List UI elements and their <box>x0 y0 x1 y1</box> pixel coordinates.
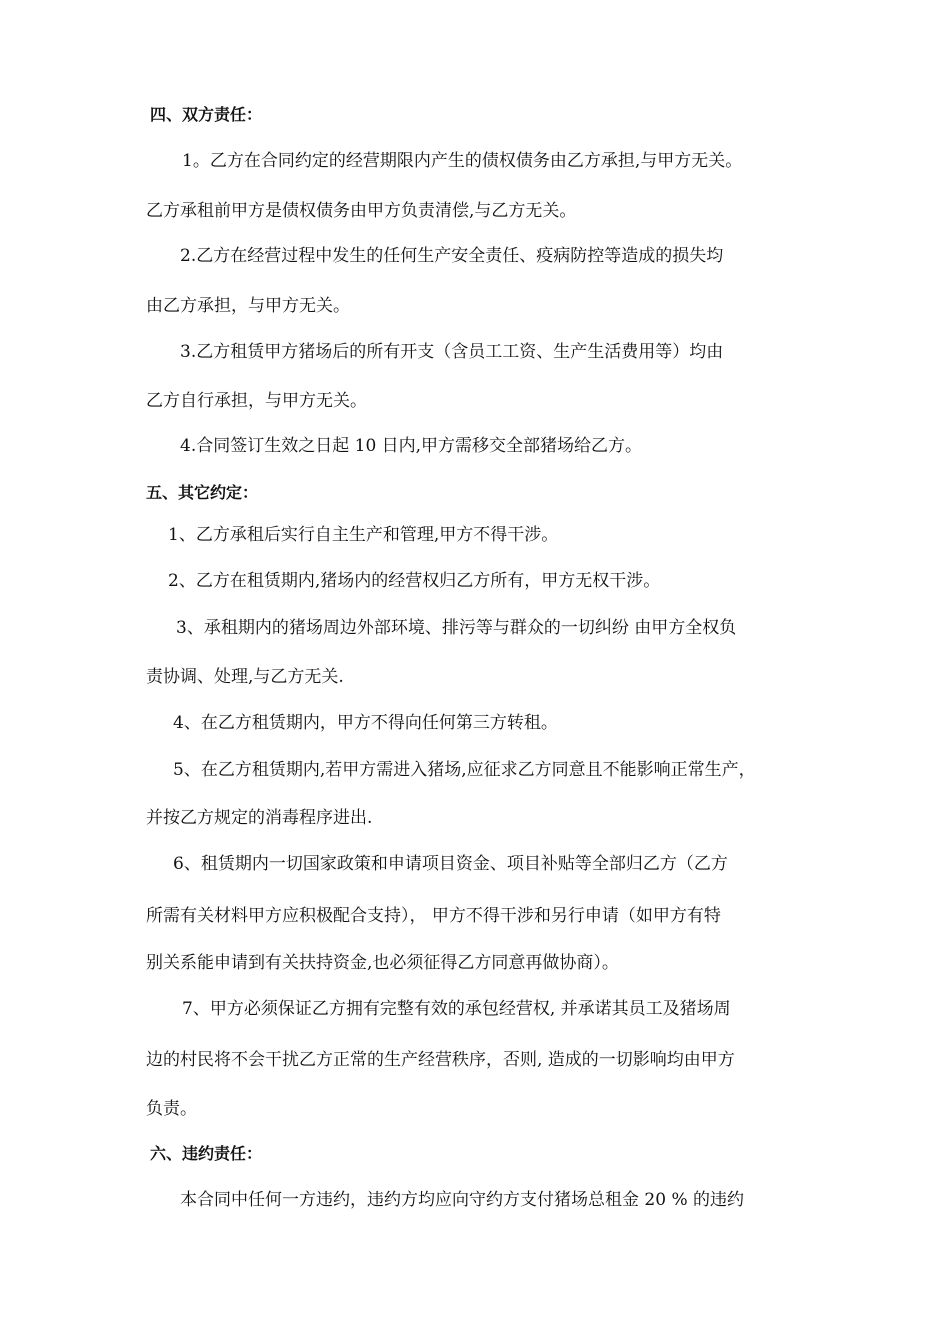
paragraph-line: 所需有关材料甲方应积极配合支持）， 甲方不得干涉和另行申请（如甲方有特 <box>146 906 721 926</box>
paragraph-line: 1、乙方承租后实行自主生产和管理,甲方不得干涉。 <box>168 525 559 545</box>
paragraph-line: 别关系能申请到有关扶持资金,也必须征得乙方同意再做协商）。 <box>146 953 619 973</box>
paragraph-line: 责协调、处理,与乙方无关. <box>146 667 344 687</box>
paragraph-line: 乙方承租前甲方是债权债务由甲方负责清偿,与乙方无关。 <box>146 201 577 221</box>
paragraph-line: 2.乙方在经营过程中发生的任何生产安全责任、疫病防控等造成的损失均 <box>180 246 724 266</box>
paragraph-line: 2、乙方在租赁期内,猪场内的经营权归乙方所有，甲方无权干涉。 <box>168 571 661 591</box>
paragraph-line: 4.合同签订生效之日起 10 日内,甲方需移交全部猪场给乙方。 <box>180 436 643 456</box>
paragraph-line: 乙方自行承担，与甲方无关。 <box>146 391 367 411</box>
paragraph-line: 3、承租期内的猪场周边外部环境、排污等与群众的一切纠纷 由甲方全权负 <box>176 618 737 638</box>
paragraph-line: 6、租赁期内一切国家政策和申请项目资金、项目补贴等全部归乙方（乙方 <box>173 854 728 874</box>
paragraph-line: 并按乙方规定的消毒程序进出. <box>146 808 373 828</box>
section-6-heading: 六、违约责任： <box>150 1144 263 1163</box>
paragraph-line: 7、甲方必须保证乙方拥有完整有效的承包经营权, 并承诺其员工及猪场周 <box>182 999 731 1019</box>
section-4-heading: 四、双方责任： <box>150 105 263 124</box>
paragraph-line: 4、在乙方租赁期内，甲方不得向任何第三方转租。 <box>173 713 558 733</box>
paragraph-line: 负责。 <box>146 1099 197 1119</box>
section-5-heading: 五、其它约定： <box>146 483 259 502</box>
paragraph-line: 边的村民将不会干扰乙方正常的生产经营秩序，否则, 造成的一切影响均由甲方 <box>146 1050 735 1070</box>
paragraph-line: 5、在乙方租赁期内,若甲方需进入猪场,应征求乙方同意且不能影响正常生产， <box>173 760 756 780</box>
paragraph-line: 本合同中任何一方违约，违约方均应向守约方支付猪场总租金 20 % 的违约 <box>180 1190 744 1210</box>
paragraph-line: 1。乙方在合同约定的经营期限内产生的债权债务由乙方承担,与甲方无关。 <box>182 151 743 171</box>
paragraph-line: 由乙方承担，与甲方无关。 <box>146 296 350 316</box>
paragraph-line: 3.乙方租赁甲方猪场后的所有开支（含员工工资、生产生活费用等）均由 <box>180 342 724 362</box>
